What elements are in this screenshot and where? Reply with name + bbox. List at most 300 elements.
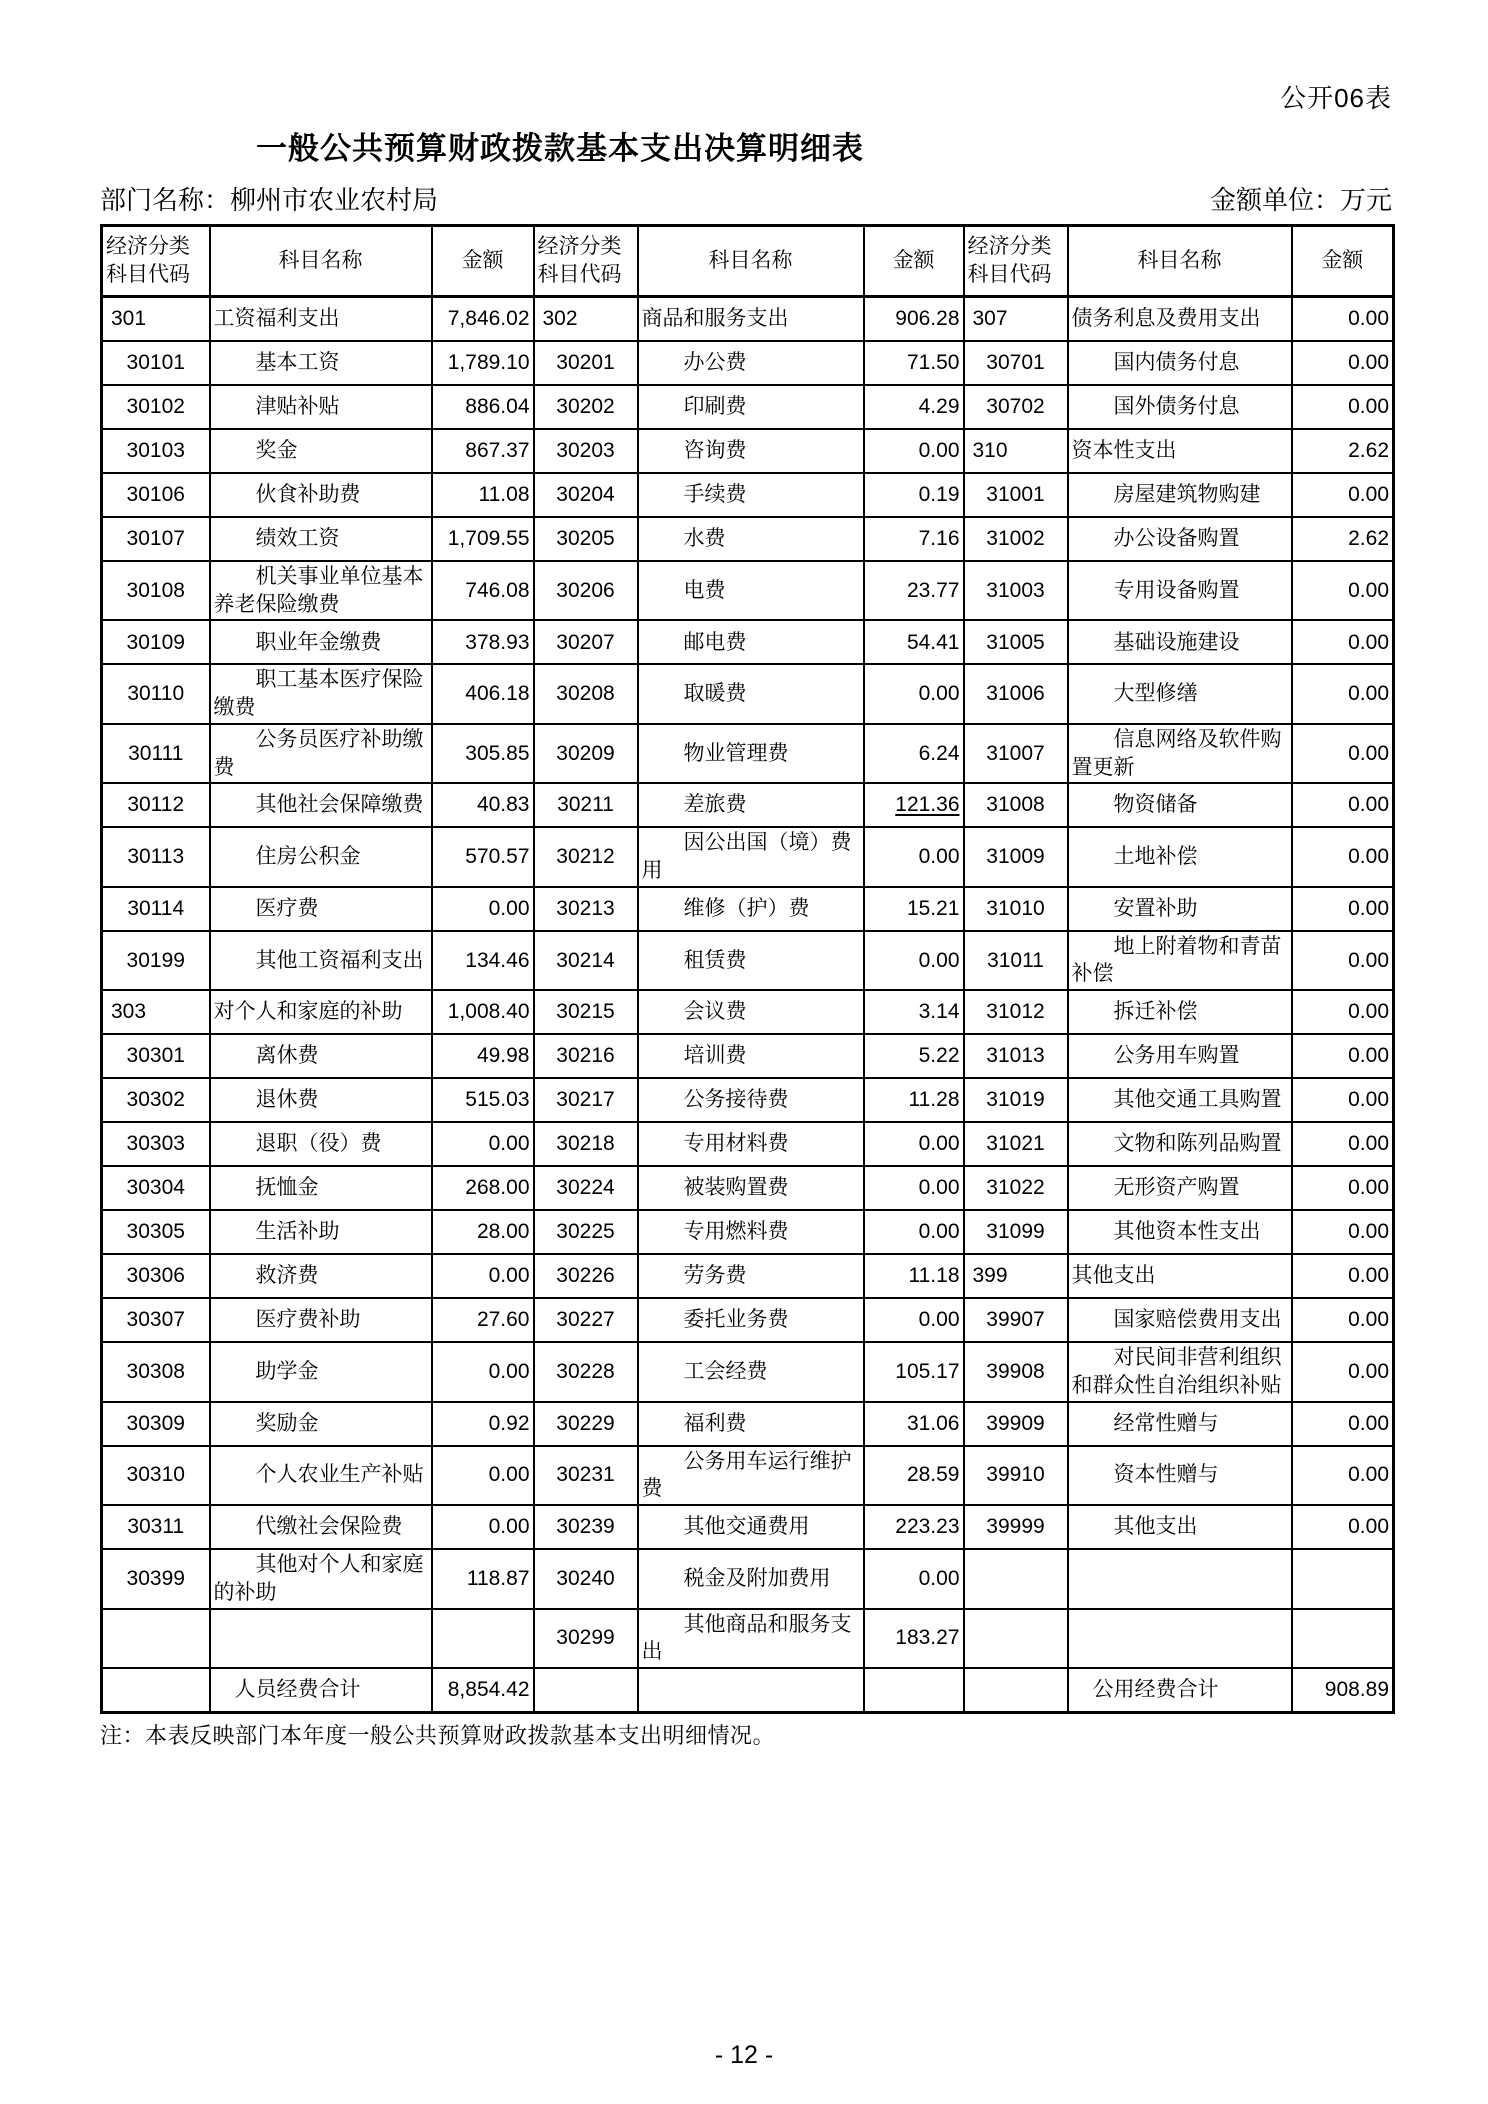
name-cell: 助学金 [210, 1342, 432, 1401]
code-cell: 30308 [102, 1342, 210, 1401]
amount-cell: 49.98 [432, 1034, 534, 1078]
name-cell: 无形资产购置 [1068, 1166, 1292, 1210]
name-cell: 代缴社会保险费 [210, 1505, 432, 1549]
name-cell: 工资福利支出 [210, 297, 432, 342]
name-cell: 税金及附加费用 [638, 1549, 864, 1608]
code-cell: 30218 [534, 1122, 638, 1166]
code-cell: 30304 [102, 1166, 210, 1210]
code-cell: 30102 [102, 385, 210, 429]
amount-cell: 0.00 [864, 827, 964, 886]
name-cell: 工会经费 [638, 1342, 864, 1401]
name-cell: 对个人和家庭的补助 [210, 990, 432, 1034]
code-cell: 30109 [102, 620, 210, 664]
code-cell: 31011 [964, 931, 1068, 990]
amount-cell: 15.21 [864, 887, 964, 931]
amount-cell: 886.04 [432, 385, 534, 429]
amount-cell: 0.00 [1292, 783, 1394, 827]
amount-cell: 268.00 [432, 1166, 534, 1210]
amount-cell: 0.00 [864, 1549, 964, 1608]
table-row [102, 341, 1394, 385]
name-cell: 奖金 [210, 429, 432, 473]
name-cell: 土地补偿 [1068, 827, 1292, 886]
name-cell: 基础设施建设 [1068, 620, 1292, 664]
header-code-line1: 经济分类 [967, 235, 1052, 259]
name-cell: 个人农业生产补贴 [210, 1446, 432, 1505]
name-cell: 其他交通工具购置 [1068, 1078, 1292, 1122]
header-code-col1 [102, 226, 210, 297]
code-cell: 30211 [534, 783, 638, 827]
name-cell: 退休费 [210, 1078, 432, 1122]
name-cell: 福利费 [638, 1402, 864, 1446]
code-cell: 39910 [964, 1446, 1068, 1505]
basic-expenditure-table [100, 224, 1395, 1714]
name-cell: 救济费 [210, 1254, 432, 1298]
name-cell: 因公出国（境）费用 [638, 827, 864, 886]
name-cell: 大型修缮 [1068, 664, 1292, 723]
code-cell: 30224 [534, 1166, 638, 1210]
header-code-line2: 科目代码 [537, 263, 622, 286]
table-row [102, 1505, 1394, 1549]
name-cell: 公务用车购置 [1068, 1034, 1292, 1078]
code-cell [964, 1609, 1068, 1668]
table-row [102, 1609, 1394, 1668]
name-cell: 生活补助 [210, 1210, 432, 1254]
code-cell [102, 1668, 210, 1713]
amount-cell: 0.00 [1292, 931, 1394, 990]
code-cell: 301 [102, 297, 210, 342]
code-cell: 31021 [964, 1122, 1068, 1166]
name-cell: 抚恤金 [210, 1166, 432, 1210]
name-cell: 公务用车运行维护费 [638, 1446, 864, 1505]
table-body [102, 297, 1394, 1713]
name-cell: 国外债务付息 [1068, 385, 1292, 429]
amount-cell: 11.18 [864, 1254, 964, 1298]
table-row [102, 1402, 1394, 1446]
code-cell: 31099 [964, 1210, 1068, 1254]
table-row [102, 1549, 1394, 1608]
code-cell: 30225 [534, 1210, 638, 1254]
code-cell: 30206 [534, 561, 638, 620]
code-cell: 307 [964, 297, 1068, 342]
name-cell: 专用材料费 [638, 1122, 864, 1166]
amount-cell: 28.00 [432, 1210, 534, 1254]
code-cell [102, 1609, 210, 1668]
name-cell: 信息网络及软件购置更新 [1068, 724, 1292, 783]
amount-cell: 0.00 [864, 1298, 964, 1342]
amount-cell: 6.24 [864, 724, 964, 783]
code-cell: 31001 [964, 473, 1068, 517]
code-cell: 30108 [102, 561, 210, 620]
amount-cell: 0.00 [1292, 620, 1394, 664]
code-cell: 31002 [964, 517, 1068, 561]
amount-cell: 0.00 [1292, 297, 1394, 342]
table-row [102, 931, 1394, 990]
amount-cell: 54.41 [864, 620, 964, 664]
table-row [102, 664, 1394, 723]
code-cell: 39999 [964, 1505, 1068, 1549]
meta-row [100, 182, 1392, 218]
amount-cell: 0.00 [1292, 385, 1394, 429]
code-cell: 30702 [964, 385, 1068, 429]
name-cell [1068, 1609, 1292, 1668]
name-cell: 公务接待费 [638, 1078, 864, 1122]
name-cell: 公务员医疗补助缴费 [210, 724, 432, 783]
amount-cell: 746.08 [432, 561, 534, 620]
code-cell: 39909 [964, 1402, 1068, 1446]
amount-cell: 867.37 [432, 429, 534, 473]
name-cell: 物资储备 [1068, 783, 1292, 827]
amount-cell: 0.00 [1292, 887, 1394, 931]
name-cell: 租赁费 [638, 931, 864, 990]
table-row [102, 385, 1394, 429]
header-code-line1: 经济分类 [537, 235, 622, 259]
code-cell: 30101 [102, 341, 210, 385]
name-cell [638, 1668, 864, 1713]
table-row [102, 1668, 1394, 1713]
name-cell: 其他对个人和家庭的补助 [210, 1549, 432, 1608]
name-cell: 办公费 [638, 341, 864, 385]
amount-cell: 105.17 [864, 1342, 964, 1401]
code-cell: 31007 [964, 724, 1068, 783]
name-cell: 退职（役）费 [210, 1122, 432, 1166]
table-row [102, 1446, 1394, 1505]
amount-cell: 0.00 [1292, 1402, 1394, 1446]
table-row [102, 990, 1394, 1034]
name-cell: 手续费 [638, 473, 864, 517]
amount-cell: 0.00 [1292, 341, 1394, 385]
amount-cell: 0.00 [1292, 1505, 1394, 1549]
header-code-col2 [534, 226, 638, 297]
name-cell: 委托业务费 [638, 1298, 864, 1342]
header-name-col3: 科目名称 [1068, 226, 1292, 297]
table-row [102, 724, 1394, 783]
amount-cell [1292, 1609, 1394, 1668]
code-cell: 31008 [964, 783, 1068, 827]
amount-cell: 23.77 [864, 561, 964, 620]
amount-cell: 0.00 [1292, 473, 1394, 517]
amount-cell: 0.00 [1292, 724, 1394, 783]
amount-cell: 134.46 [432, 931, 534, 990]
name-cell: 地上附着物和青苗补偿 [1068, 931, 1292, 990]
code-cell: 303 [102, 990, 210, 1034]
code-cell: 31013 [964, 1034, 1068, 1078]
name-cell: 基本工资 [210, 341, 432, 385]
name-cell: 奖励金 [210, 1402, 432, 1446]
name-cell: 差旅费 [638, 783, 864, 827]
amount-cell: 0.92 [432, 1402, 534, 1446]
amount-cell: 4.29 [864, 385, 964, 429]
name-cell: 资本性支出 [1068, 429, 1292, 473]
code-cell: 30114 [102, 887, 210, 931]
name-cell: 拆迁补偿 [1068, 990, 1292, 1034]
amount-cell: 1,008.40 [432, 990, 534, 1034]
amount-cell: 0.00 [432, 1505, 534, 1549]
amount-cell: 27.60 [432, 1298, 534, 1342]
table-row [102, 1298, 1394, 1342]
amount-cell: 1,709.55 [432, 517, 534, 561]
amount-cell: 0.00 [864, 931, 964, 990]
amount-cell: 0.00 [864, 1166, 964, 1210]
name-cell: 国内债务付息 [1068, 341, 1292, 385]
table-row [102, 1342, 1394, 1401]
name-cell [1068, 1549, 1292, 1608]
amount-cell: 11.28 [864, 1078, 964, 1122]
amount-cell: 0.00 [1292, 1446, 1394, 1505]
code-cell: 31010 [964, 887, 1068, 931]
table-row [102, 1166, 1394, 1210]
amount-cell: 7.16 [864, 517, 964, 561]
amount-cell: 118.87 [432, 1549, 534, 1608]
code-cell: 30202 [534, 385, 638, 429]
header-code-col3 [964, 226, 1068, 297]
amount-cell: 0.00 [1292, 1034, 1394, 1078]
name-cell: 津贴补贴 [210, 385, 432, 429]
amount-cell: 515.03 [432, 1078, 534, 1122]
code-cell: 30203 [534, 429, 638, 473]
name-cell: 国家赔偿费用支出 [1068, 1298, 1292, 1342]
amount-cell: 0.00 [1292, 1166, 1394, 1210]
header-code-line1: 经济分类 [106, 235, 190, 259]
table-row [102, 783, 1394, 827]
amount-cell: 0.00 [864, 1122, 964, 1166]
name-cell: 水费 [638, 517, 864, 561]
code-cell: 30701 [964, 341, 1068, 385]
code-cell: 30229 [534, 1402, 638, 1446]
code-cell: 31006 [964, 664, 1068, 723]
code-cell: 30107 [102, 517, 210, 561]
header-name-col2: 科目名称 [638, 226, 864, 297]
name-cell: 经常性赠与 [1068, 1402, 1292, 1446]
department-name-label: 部门名称：柳州市农业农村局 [100, 185, 439, 215]
code-cell: 30299 [534, 1609, 638, 1668]
code-cell: 31012 [964, 990, 1068, 1034]
name-cell: 会议费 [638, 990, 864, 1034]
code-cell: 39908 [964, 1342, 1068, 1401]
header-amount-col3: 金额 [1292, 226, 1394, 297]
name-cell: 维修（护）费 [638, 887, 864, 931]
amount-cell: 0.00 [864, 429, 964, 473]
table-row [102, 827, 1394, 886]
code-cell: 30212 [534, 827, 638, 886]
name-cell: 专用燃料费 [638, 1210, 864, 1254]
amount-cell: 0.00 [432, 1122, 534, 1166]
code-cell: 30113 [102, 827, 210, 886]
name-cell: 伙食补助费 [210, 473, 432, 517]
code-cell: 39907 [964, 1298, 1068, 1342]
code-cell: 31009 [964, 827, 1068, 886]
amount-cell: 121.36 [864, 783, 964, 827]
table-row [102, 473, 1394, 517]
amount-cell: 0.00 [1292, 1298, 1394, 1342]
code-cell: 30213 [534, 887, 638, 931]
page-title: 一般公共预算财政拨款基本支出决算明细表 [256, 131, 864, 166]
amount-cell [1292, 1549, 1394, 1608]
amount-cell: 0.19 [864, 473, 964, 517]
table-row [102, 1210, 1394, 1254]
amount-cell: 0.00 [1292, 990, 1394, 1034]
code-cell: 30239 [534, 1505, 638, 1549]
amount-cell: 0.00 [1292, 1342, 1394, 1401]
amount-cell: 223.23 [864, 1505, 964, 1549]
name-cell: 安置补助 [1068, 887, 1292, 931]
table-row [102, 1254, 1394, 1298]
code-cell: 30204 [534, 473, 638, 517]
code-cell: 30209 [534, 724, 638, 783]
name-cell: 其他支出 [1068, 1505, 1292, 1549]
code-cell: 30106 [102, 473, 210, 517]
header-code-line2: 科目代码 [967, 263, 1052, 286]
name-cell: 离休费 [210, 1034, 432, 1078]
table-row [102, 561, 1394, 620]
code-cell [964, 1549, 1068, 1608]
code-cell: 30227 [534, 1298, 638, 1342]
name-cell: 职工基本医疗保险缴费 [210, 664, 432, 723]
code-cell: 30103 [102, 429, 210, 473]
amount-cell: 0.00 [1292, 1122, 1394, 1166]
code-cell: 30201 [534, 341, 638, 385]
name-cell: 债务利息及费用支出 [1068, 297, 1292, 342]
code-cell: 31022 [964, 1166, 1068, 1210]
name-cell: 被装购置费 [638, 1166, 864, 1210]
table-row [102, 1078, 1394, 1122]
code-cell: 30301 [102, 1034, 210, 1078]
page-number: - 12 - [714, 2041, 774, 2069]
code-cell: 30306 [102, 1254, 210, 1298]
name-cell: 其他交通费用 [638, 1505, 864, 1549]
amount-cell: 0.00 [432, 887, 534, 931]
amount-cell: 0.00 [1292, 664, 1394, 723]
header-amount-col2: 金额 [864, 226, 964, 297]
name-cell: 文物和陈列品购置 [1068, 1122, 1292, 1166]
amount-cell: 5.22 [864, 1034, 964, 1078]
code-cell: 30215 [534, 990, 638, 1034]
name-cell: 人员经费合计 [210, 1668, 432, 1713]
amount-cell: 0.00 [1292, 827, 1394, 886]
amount-cell: 0.00 [1292, 1210, 1394, 1254]
name-cell: 专用设备购置 [1068, 561, 1292, 620]
code-cell: 31003 [964, 561, 1068, 620]
name-cell: 房屋建筑物购建 [1068, 473, 1292, 517]
code-cell: 302 [534, 297, 638, 342]
code-cell: 30311 [102, 1505, 210, 1549]
amount-unit-label: 金额单位：万元 [1209, 185, 1392, 215]
header-code-line2: 科目代码 [106, 263, 190, 286]
name-cell: 其他社会保障缴费 [210, 783, 432, 827]
table-row [102, 887, 1394, 931]
name-cell: 职业年金缴费 [210, 620, 432, 664]
amount-cell: 305.85 [432, 724, 534, 783]
code-cell: 30226 [534, 1254, 638, 1298]
name-cell: 对民间非营利组织和群众性自治组织补贴 [1068, 1342, 1292, 1401]
name-cell: 医疗费 [210, 887, 432, 931]
code-cell: 30112 [102, 783, 210, 827]
amount-cell: 0.00 [1292, 1254, 1394, 1298]
code-cell: 30240 [534, 1549, 638, 1608]
code-cell: 30214 [534, 931, 638, 990]
table-row [102, 517, 1394, 561]
code-cell: 399 [964, 1254, 1068, 1298]
name-cell: 其他工资福利支出 [210, 931, 432, 990]
code-cell: 30110 [102, 664, 210, 723]
table-row [102, 297, 1394, 342]
header-name-col1: 科目名称 [210, 226, 432, 297]
code-cell: 30307 [102, 1298, 210, 1342]
code-cell: 30228 [534, 1342, 638, 1401]
code-cell: 30310 [102, 1446, 210, 1505]
code-cell: 30399 [102, 1549, 210, 1608]
name-cell: 咨询费 [638, 429, 864, 473]
amount-cell: 7,846.02 [432, 297, 534, 342]
code-cell: 30231 [534, 1446, 638, 1505]
amount-cell: 71.50 [864, 341, 964, 385]
name-cell: 培训费 [638, 1034, 864, 1078]
name-cell: 公用经费合计 [1068, 1668, 1292, 1713]
amount-cell: 906.28 [864, 297, 964, 342]
amount-cell [432, 1609, 534, 1668]
amount-cell: 908.89 [1292, 1668, 1394, 1713]
amount-cell: 378.93 [432, 620, 534, 664]
amount-cell: 406.18 [432, 664, 534, 723]
name-cell: 物业管理费 [638, 724, 864, 783]
amount-cell: 0.00 [432, 1342, 534, 1401]
code-cell: 30199 [102, 931, 210, 990]
name-cell: 住房公积金 [210, 827, 432, 886]
name-cell: 印刷费 [638, 385, 864, 429]
code-cell: 31019 [964, 1078, 1068, 1122]
name-cell: 商品和服务支出 [638, 297, 864, 342]
name-cell: 办公设备购置 [1068, 517, 1292, 561]
name-cell: 其他资本性支出 [1068, 1210, 1292, 1254]
code-cell [534, 1668, 638, 1713]
table-row [102, 620, 1394, 664]
table-row [102, 1122, 1394, 1166]
name-cell: 医疗费补助 [210, 1298, 432, 1342]
code-cell: 30303 [102, 1122, 210, 1166]
amount-cell: 2.62 [1292, 429, 1394, 473]
name-cell: 电费 [638, 561, 864, 620]
code-cell: 30216 [534, 1034, 638, 1078]
amount-cell: 0.00 [432, 1254, 534, 1298]
code-cell: 31005 [964, 620, 1068, 664]
code-cell: 30208 [534, 664, 638, 723]
amount-cell: 40.83 [432, 783, 534, 827]
name-cell: 其他商品和服务支出 [638, 1609, 864, 1668]
code-cell: 30309 [102, 1402, 210, 1446]
amount-cell: 0.00 [1292, 1078, 1394, 1122]
amount-cell: 11.08 [432, 473, 534, 517]
name-cell: 绩效工资 [210, 517, 432, 561]
name-cell: 资本性赠与 [1068, 1446, 1292, 1505]
amount-cell: 0.00 [864, 664, 964, 723]
code-cell: 30205 [534, 517, 638, 561]
code-cell [964, 1668, 1068, 1713]
amount-cell: 570.57 [432, 827, 534, 886]
code-cell: 30111 [102, 724, 210, 783]
name-cell: 其他支出 [1068, 1254, 1292, 1298]
name-cell: 取暖费 [638, 664, 864, 723]
table-note: 注：本表反映部门本年度一般公共预算财政拨款基本支出明细情况。 [100, 1722, 776, 1748]
form-number-label: 公开06表 [1280, 83, 1392, 113]
amount-cell [864, 1668, 964, 1713]
table-row [102, 1034, 1394, 1078]
name-cell: 机关事业单位基本养老保险缴费 [210, 561, 432, 620]
amount-cell: 28.59 [864, 1446, 964, 1505]
name-cell: 邮电费 [638, 620, 864, 664]
amount-cell: 0.00 [1292, 561, 1394, 620]
amount-cell: 0.00 [432, 1446, 534, 1505]
amount-cell: 0.00 [864, 1210, 964, 1254]
table-row [102, 429, 1394, 473]
